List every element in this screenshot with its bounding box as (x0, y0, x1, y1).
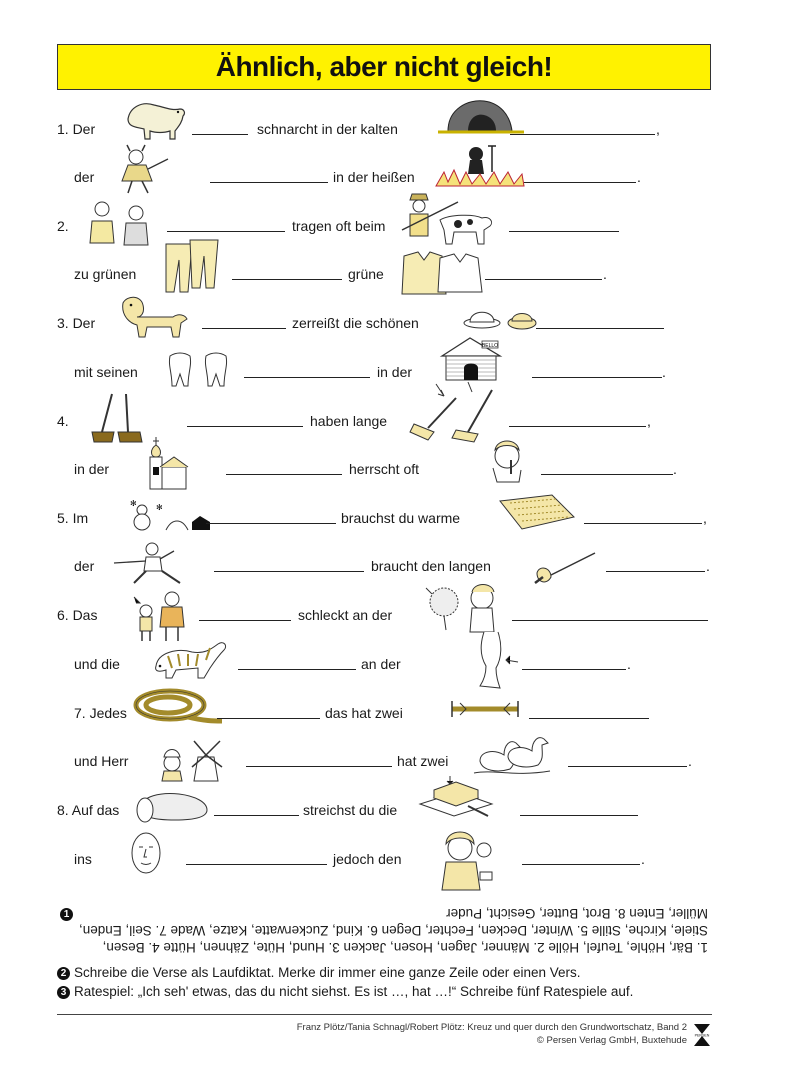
blank-14b[interactable] (568, 766, 687, 767)
powder-image (432, 826, 498, 896)
line-9-start: 5. Im (57, 510, 89, 526)
line-7-start: 4. (57, 413, 69, 429)
broom-handles-image (408, 378, 500, 444)
line-10-start: der (74, 558, 95, 574)
page-title: Ähnlich, aber nicht gleich! (215, 51, 553, 82)
blank-12b[interactable] (522, 669, 626, 670)
blank-15a[interactable] (214, 815, 299, 816)
blank-9a[interactable] (206, 523, 336, 524)
blank-5b[interactable] (536, 328, 664, 329)
blank-1a[interactable] (192, 134, 248, 135)
blank-4b[interactable] (485, 279, 602, 280)
line-1-start: 1. Der (57, 121, 96, 137)
church-image (134, 437, 190, 493)
line-3-start: 2. (57, 218, 69, 234)
line-1-text: schnarcht in der kalten (257, 121, 398, 137)
blank-13a[interactable] (217, 718, 320, 719)
footer-divider (57, 1014, 712, 1015)
face-image (128, 829, 164, 877)
blank-14a[interactable] (246, 766, 392, 767)
line-14-start: und Herr (74, 753, 129, 769)
hunter-dog-image (398, 192, 498, 250)
rope-ends-image (448, 697, 522, 719)
blank-2a[interactable] (210, 182, 328, 183)
polar-bear-image (120, 97, 190, 142)
blank-6a[interactable] (244, 377, 370, 378)
blank-12a[interactable] (238, 669, 356, 670)
blank-4a[interactable] (232, 279, 342, 280)
blank-11b[interactable] (512, 620, 708, 621)
cave-image (438, 97, 528, 137)
line-12-text: an der (361, 656, 401, 672)
fencer-image (108, 541, 190, 585)
line-6-start: mit seinen (74, 364, 138, 380)
footer-copyright: © Persen Verlag GmbH, Buxtehude (536, 1035, 687, 1046)
line-5-start: 3. Der (57, 315, 96, 331)
line-16-start: ins (74, 851, 92, 867)
line-2-text: in der heißen (333, 169, 415, 185)
blank-13b[interactable] (529, 718, 649, 719)
butter-image (416, 776, 496, 822)
svg-text:✻: ✻ (156, 503, 163, 512)
line-2-start: der (74, 169, 95, 185)
blank-16a[interactable] (186, 864, 327, 865)
solution-text-upside-down: 1. Bär, Höhle, Teufel, Hölle 2. Männer, Jagen, Hosen, Jacken 3. Hund, Hüte, Zähnen, Hütte 4. Besen, Stiele, Kirche, Stille 5. Winter, Decken, Fechter, Degen 6. Kind, Zuckerwatte, Katze, Wade 7. Seil, Enden, Müller, Enten 8. Brot, Butter, Gesicht, Puder (78, 906, 708, 955)
solution-badge: 1 (60, 908, 73, 921)
line-3-text: tragen oft beim (292, 218, 386, 234)
miller-windmill-image (158, 737, 228, 783)
blank-7b[interactable] (509, 426, 646, 427)
line-14-text: hat zwei (397, 753, 449, 769)
line-8-text: herrscht oft (349, 461, 420, 477)
winter-image (126, 498, 212, 534)
blank-7a[interactable] (187, 426, 303, 427)
silence-image (483, 436, 533, 486)
blank-10a[interactable] (214, 571, 364, 572)
men-image (86, 197, 156, 247)
blank-8b[interactable] (541, 474, 673, 475)
line-15-text: streichst du die (303, 802, 398, 818)
line-11-text: schleckt an der (298, 607, 393, 623)
line-13-start: 7. Jedes (74, 705, 127, 721)
jackets-image (394, 250, 484, 298)
sword-image (533, 551, 599, 587)
blank-9b[interactable] (584, 523, 702, 524)
blank-5a[interactable] (202, 328, 286, 329)
hats-image (462, 303, 542, 333)
trousers-image (162, 238, 224, 296)
blank-3a[interactable] (167, 231, 285, 232)
bread-image (131, 790, 211, 824)
devil-image (108, 145, 176, 195)
task-2-text: Schreibe die Verse als Laufdiktat. Merke dir immer eine ganze Zeile oder einen Vers. (74, 965, 581, 980)
blankets-image (496, 493, 578, 531)
task-3-text: Ratespiel: „Ich seh' etwas, das du nicht siehst. Es ist …, hat …!“ Schreibe fünf Ratespiele auf. (74, 984, 634, 999)
blank-6b[interactable] (532, 377, 662, 378)
doghouse-image (438, 336, 504, 382)
line-12-start: und die (74, 656, 120, 672)
blank-10b[interactable] (606, 571, 705, 572)
blank-1b[interactable] (510, 134, 655, 135)
line-13-text: das hat zwei (325, 705, 403, 721)
line-9-text: brauchst du warme (341, 510, 461, 526)
calf-leg-image (474, 630, 520, 692)
line-10-text: braucht den langen (371, 558, 491, 574)
blank-3b[interactable] (509, 231, 619, 232)
publisher-logo-text: PERSEN (694, 1033, 710, 1038)
child-image (132, 587, 190, 643)
line-5-text: zerreißt die schönen (292, 315, 419, 331)
task-3-badge: 3 (57, 986, 70, 999)
title-banner (57, 44, 711, 90)
line-15-start: 8. Auf das (57, 802, 120, 818)
hell-fire-image (436, 142, 526, 188)
line-11-start: 6. Das (57, 607, 98, 623)
line-16-text: jedoch den (333, 851, 402, 867)
cat-image (148, 636, 232, 682)
blank-8a[interactable] (226, 474, 342, 475)
svg-text:✻: ✻ (130, 499, 137, 508)
doghouse-sign: BELLO (481, 343, 499, 349)
rope-image (128, 681, 224, 731)
blank-15b[interactable] (520, 815, 638, 816)
cotton-candy-image (424, 582, 504, 634)
blank-11a[interactable] (199, 620, 291, 621)
footer-citation: Franz Plötz/Tania Schnagl/Robert Plötz: Kreuz und quer durch den Grundwortschatz, Band 2 (296, 1022, 687, 1033)
task-2-badge: 2 (57, 967, 70, 980)
line-7-text: haben lange (310, 413, 388, 429)
line-8-start: in der (74, 461, 110, 477)
blank-16b[interactable] (522, 864, 640, 865)
line-4-start: zu grünen (74, 266, 137, 282)
dog-image (113, 293, 191, 341)
line-4-text: grüne (348, 266, 384, 282)
ducks-image (474, 727, 554, 779)
line-6-text: in der (377, 364, 413, 380)
publisher-logo-icon (693, 1022, 711, 1048)
blank-2b[interactable] (524, 182, 636, 183)
teeth-image (166, 352, 232, 390)
